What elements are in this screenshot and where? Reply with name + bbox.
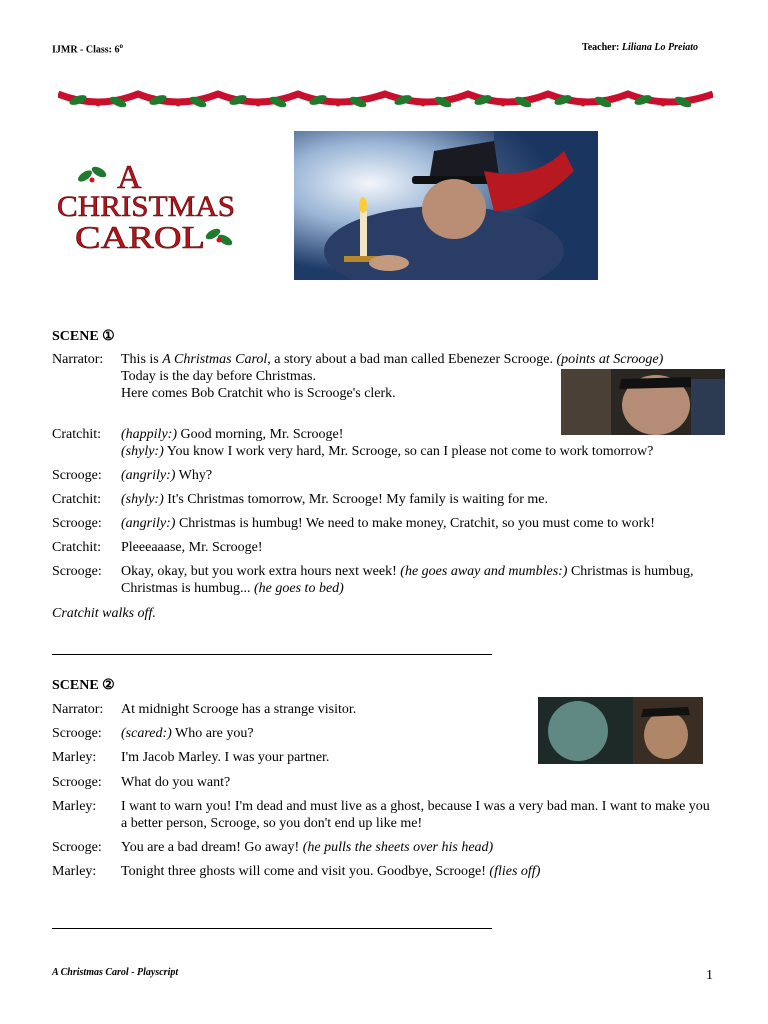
dialogue-segment: You are a bad dream! Go away! <box>121 840 303 855</box>
stage-direction: (he pulls the sheets over his head) <box>302 840 494 855</box>
stage-direction: (shyly:) <box>121 444 164 459</box>
marley-ghost-image <box>538 697 703 764</box>
stage-direction: (happily:) <box>121 427 177 442</box>
dialogue-text <box>121 515 721 532</box>
dialogue-segment: It's Christmas tomorrow, Mr. Scrooge! My family is waiting for me. <box>163 492 548 507</box>
logo-word-carol: CAROL <box>75 219 205 255</box>
speaker-label: Marley: <box>52 799 97 814</box>
speaker-label: Scrooge: <box>52 468 102 483</box>
speaker-label: Narrator: <box>52 352 104 367</box>
page-number: 1 <box>706 968 713 983</box>
header-class: IJMR - Class: 6$^o$ <box>52 42 123 56</box>
speaker-label: Marley: <box>52 750 97 765</box>
stage-direction: (he goes to bed) <box>254 581 344 596</box>
dialogue-text <box>121 749 521 766</box>
scene-divider-2 <box>52 928 492 929</box>
holly-garland-image <box>58 84 713 112</box>
dialogue-text <box>121 774 721 791</box>
speaker-label: Narrator: <box>52 702 104 717</box>
dialogue-segment: Here comes Bob Cratchit who is Scrooge's clerk. <box>121 386 396 401</box>
dialogue-segment: Pleeeaaase, Mr. Scrooge! <box>121 540 263 555</box>
footer-title: A Christmas Carol - Playscript <box>52 967 179 978</box>
logo-word-christmas: CHRISTMAS <box>57 190 235 223</box>
stage-direction: (points at Scrooge) <box>556 352 664 367</box>
dialogue-text <box>121 798 711 832</box>
dialogue-segment: Tonight three ghosts will come and visit you. Goodbye, Scrooge! <box>121 864 490 879</box>
stage-direction: A Christmas Carol <box>162 352 268 367</box>
dialogue-segment: Okay, okay, but you work extra hours next week! <box>121 564 401 579</box>
dialogue-segment: I'm Jacob Marley. I was your partner. <box>121 750 330 765</box>
dialogue-segment: You know I work very hard, Mr. Scrooge, so can I please not come to work tomorrow? <box>163 444 654 459</box>
a-christmas-carol-logo <box>55 150 240 265</box>
dialogue-text <box>121 467 721 484</box>
speaker-label: Scrooge: <box>52 775 102 790</box>
scene-1-closing: Cratchit walks off. <box>52 606 156 621</box>
dialogue-text <box>121 701 521 718</box>
stage-direction: (he goes away and mumbles:) <box>400 564 568 579</box>
dialogue-segment: What do you want? <box>121 775 231 790</box>
speaker-label: Cratchit: <box>52 540 101 555</box>
dialogue-segment: This is <box>121 352 163 367</box>
dialogue-segment: Good morning, Mr. Scrooge! <box>176 427 344 442</box>
dialogue-text <box>121 863 721 880</box>
speaker-label: Marley: <box>52 864 97 879</box>
stage-direction: (shyly:) <box>121 492 164 507</box>
dialogue-segment: I want to warn you! I'm dead and must live as a ghost, because I was a very bad man. I want to make you a better person, Scrooge, so you don't end up like me! <box>121 799 710 831</box>
dialogue-segment: Why? <box>175 468 213 483</box>
scrooge-candle-image <box>294 131 598 280</box>
dialogue-segment: Christmas is humbug! We need to make money, Cratchit, so you must come to work! <box>175 516 655 531</box>
speaker-label: Scrooge: <box>52 840 102 855</box>
speaker-label: Cratchit: <box>52 492 101 507</box>
scene-1-title: SCENE ① <box>52 329 115 344</box>
stage-direction: (angrily:) <box>121 468 176 483</box>
dialogue-segment: Christmas is humbug, Christmas is humbug... <box>121 564 694 596</box>
stage-direction: (scared:) <box>121 726 172 741</box>
dialogue-text <box>121 539 721 556</box>
dialogue-segment: Who are you? <box>171 726 254 741</box>
speaker-label: Scrooge: <box>52 564 102 579</box>
dialogue-segment: At midnight Scrooge has a strange visitor. <box>121 702 357 717</box>
speaker-label: Scrooge: <box>52 726 102 741</box>
scrooge-closeup-image <box>561 369 725 435</box>
scene-divider-1 <box>52 654 492 655</box>
scene-2-title: SCENE ② <box>52 678 115 693</box>
speaker-label: Scrooge: <box>52 516 102 531</box>
dialogue-text <box>121 491 721 508</box>
stage-direction: (flies off) <box>489 864 541 879</box>
logo-image <box>55 150 240 265</box>
header-teacher: Teacher: Liliana Lo Preiato <box>581 42 698 53</box>
dialogue-text <box>121 563 711 597</box>
dialogue-text <box>121 725 521 742</box>
logo-word-a: A <box>117 159 142 196</box>
stage-direction: (angrily:) <box>121 516 176 531</box>
dialogue-segment: Today is the day before Christmas. <box>121 369 316 384</box>
speaker-label: Cratchit: <box>52 427 101 442</box>
dialogue-text <box>121 839 721 856</box>
dialogue-segment: , a story about a bad man called Ebenezer Scrooge. <box>267 352 557 367</box>
